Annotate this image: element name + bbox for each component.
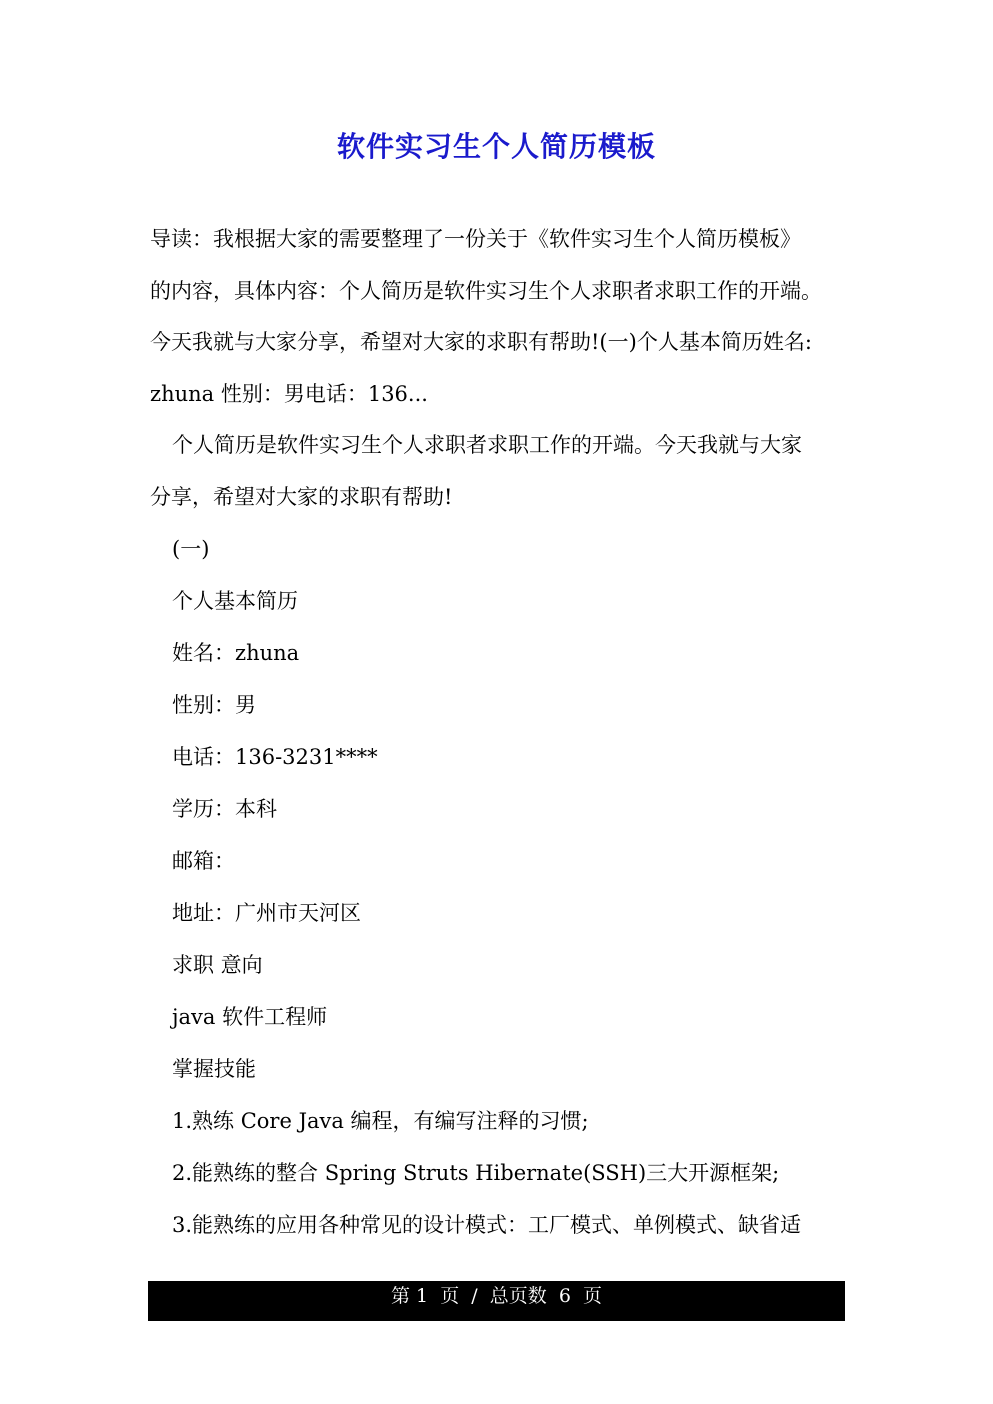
field-phone: 电话：136-3231**** [172, 745, 378, 769]
intro-line-4: zhuna 性别：男电话：136... [150, 382, 428, 406]
field-name: 姓名：zhuna [172, 641, 300, 665]
skill-item-1: 1.熟练 Core Java 编程，有编写注释的习惯; [172, 1109, 589, 1133]
section-marker: (一) [172, 537, 210, 561]
skill-item-2: 2.能熟练的整合 Spring Struts Hibernate(SSH)三大开源框架; [172, 1161, 780, 1185]
document-title: 软件实习生个人简历模板 [336, 130, 656, 163]
section-heading-job-intention: 求职 意向 [172, 953, 263, 977]
field-gender: 性别：男 [172, 693, 256, 717]
body-line-1: 个人简历是软件实习生个人求职者求职工作的开端。今天我就与大家 [172, 433, 802, 457]
body-line-2: 分享，希望对大家的求职有帮助! [150, 485, 453, 509]
field-address: 地址：广州市天河区 [172, 901, 361, 925]
field-education: 学历：本科 [172, 797, 277, 821]
intro-line-3: 今天我就与大家分享，希望对大家的求职有帮助!(一)个人基本简历姓名: [150, 330, 812, 354]
intro-line-1: 导读：我根据大家的需要整理了一份关于《软件实习生个人简历模板》 [150, 227, 801, 251]
section-heading-skills: 掌握技能 [172, 1057, 256, 1081]
page-footer [148, 1281, 845, 1321]
intro-line-2: 的内容，具体内容：个人简历是软件实习生个人求职者求职工作的开端。 [150, 279, 822, 303]
job-intention-value: java 软件工程师 [172, 1005, 328, 1029]
page-number-label: 第 1 页 / 总页数 6 页 [390, 1285, 602, 1307]
skill-item-3: 3.能熟练的应用各种常见的设计模式：工厂模式、单例模式、缺省适 [172, 1213, 802, 1237]
section-heading-basic-resume: 个人基本简历 [172, 589, 298, 613]
field-email: 邮箱： [172, 849, 235, 873]
